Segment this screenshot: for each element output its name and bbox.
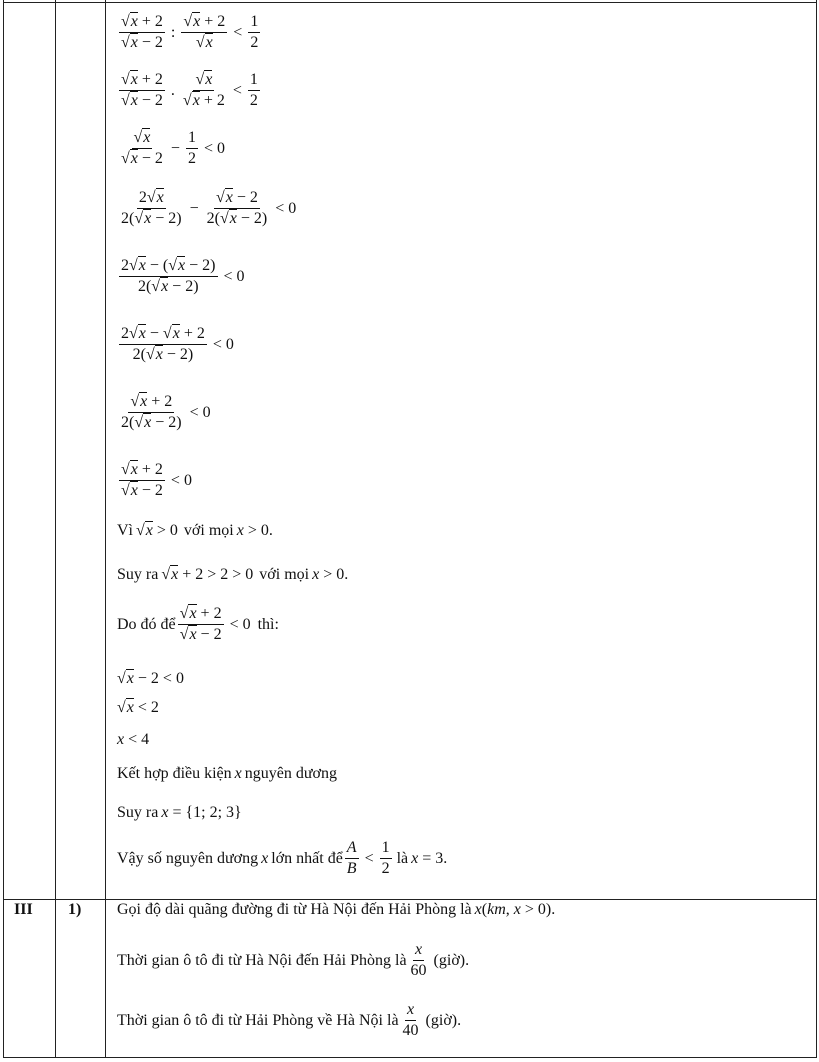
math-inline: x < 4 [117, 731, 150, 748]
text: . [268, 522, 273, 539]
numerator: √x + 2 [119, 12, 165, 33]
numerator: 2√x − √x + 2 [119, 324, 207, 345]
math-inline: x [234, 765, 242, 782]
denominator: 60 [410, 962, 427, 979]
denominator: 2(√x − 2) [137, 278, 199, 295]
denominator: 2(√x − 2) [121, 210, 182, 227]
math-inline: x > 0 [236, 522, 269, 539]
text: Kết hợp điều kiện [117, 765, 232, 782]
numerator: 2√x [137, 188, 166, 209]
numerator: 1 [248, 70, 260, 91]
denominator: √x − 2 [121, 92, 163, 109]
numerator: √x + 2 [178, 604, 224, 625]
math-line [117, 699, 159, 717]
denominator: √x [195, 34, 213, 51]
operator: < [233, 23, 243, 41]
denominator: 2 [250, 34, 259, 51]
math-step-1 [117, 12, 262, 53]
math-step-8 [117, 460, 196, 501]
text: (giờ). [433, 951, 470, 969]
operator: < [232, 81, 242, 99]
math-step-4 [117, 188, 300, 229]
operator: − [170, 139, 180, 157]
text: thì: [257, 615, 279, 633]
operator: < 0 [170, 471, 192, 489]
text: là [396, 849, 409, 867]
math-step-2 [117, 70, 262, 111]
math-inline: √x + 2 > 2 > 0 [161, 566, 254, 583]
denominator: √x − 2 [121, 150, 163, 167]
row-divider [3, 899, 817, 900]
text-line-time-return [117, 1000, 464, 1041]
math-line [117, 731, 149, 749]
text: . [344, 566, 349, 583]
operator: < 0 [212, 335, 234, 353]
numerator: x [413, 940, 424, 961]
text: Do đó để [117, 615, 176, 633]
operator: < 0 [189, 403, 211, 421]
text: Thời gian ô tô đi từ Hà Nội đến Hải Phòng là [117, 951, 407, 969]
table-border-bottom [3, 1057, 817, 1058]
text-line-distance [117, 901, 558, 919]
text-line-ket-hop [117, 765, 337, 783]
operator: < 0 [203, 139, 225, 157]
text: Gọi độ dài quãng đường đi từ Hà Nội đến Hải Phòng là [117, 901, 472, 918]
text-line-suy-ra [117, 566, 348, 584]
text: với mọi [259, 566, 310, 583]
operator: < [364, 849, 374, 867]
denominator: √x − 2 [179, 626, 222, 643]
text: Suy ra [117, 566, 159, 583]
math-inline: x(km, x > 0). [474, 901, 556, 918]
denominator: 2(√x − 2) [206, 210, 268, 227]
numerator: 1 [186, 128, 198, 149]
math-inline: x = 3. [411, 849, 448, 867]
numerator: A [345, 838, 359, 859]
math-inline: x [261, 849, 269, 867]
text: Suy ra [117, 804, 159, 821]
text: với mọi [183, 522, 234, 539]
operator: < 0 [229, 615, 251, 633]
text: nguyên dương [244, 765, 337, 782]
text: (giờ). [425, 1011, 462, 1029]
numerator: 2√x − (√x − 2) [119, 256, 218, 277]
numerator: √x + 2 [119, 460, 165, 481]
numerator: x [405, 1000, 416, 1021]
math-inline: x > 0 [312, 566, 345, 583]
operator: < 0 [275, 199, 297, 217]
part-label: 1) [68, 901, 82, 918]
denominator: 40 [402, 1022, 419, 1039]
math-step-6 [117, 324, 238, 365]
section-label: III [14, 901, 33, 918]
text-line-suy-ra-2 [117, 804, 245, 822]
numerator: √x + 2 [181, 12, 227, 33]
numerator: √x − 2 [214, 188, 260, 209]
numerator: √x [193, 70, 214, 91]
denominator: B [346, 860, 357, 877]
text: Thời gian ô tô đi từ Hải Phòng về Hà Nội là [117, 1011, 399, 1029]
math-inline: √x − 2 < 0 [117, 670, 184, 687]
text: lớn nhất để [271, 849, 343, 867]
operator: . [170, 81, 175, 99]
denominator: √x − 2 [121, 482, 163, 499]
numerator: √x [132, 128, 153, 149]
denominator: 2(√x − 2) [132, 346, 194, 363]
numerator: √x + 2 [119, 70, 165, 91]
math-inline: √x > 0 [136, 522, 178, 539]
text: Vậy số nguyên dương [117, 849, 259, 867]
operator: : [170, 23, 176, 41]
denominator: 2 [381, 860, 390, 877]
table-border-top [3, 2, 817, 3]
math-step-7 [117, 392, 215, 433]
text-line-time-go [117, 940, 472, 981]
denominator: √x + 2 [182, 92, 225, 109]
operator: < 0 [223, 267, 245, 285]
math-line [117, 670, 184, 688]
math-step-5 [117, 256, 249, 297]
denominator: 2 [187, 150, 196, 167]
math-inline: x = {1; 2; 3} [161, 804, 242, 821]
numerator: 1 [248, 12, 260, 33]
text: Vì [117, 522, 133, 539]
denominator: √x − 2 [121, 34, 163, 51]
math-step-3 [117, 128, 229, 169]
text-line-do-do [117, 604, 282, 645]
text-line-vi [117, 522, 273, 540]
operator: − [189, 199, 199, 217]
math-inline: √x < 2 [117, 699, 159, 716]
numerator: √x + 2 [128, 392, 174, 413]
denominator: 2 [249, 92, 258, 109]
numerator: 1 [380, 838, 392, 859]
text-line-conclusion [117, 838, 447, 879]
denominator: 2(√x − 2) [121, 414, 182, 431]
